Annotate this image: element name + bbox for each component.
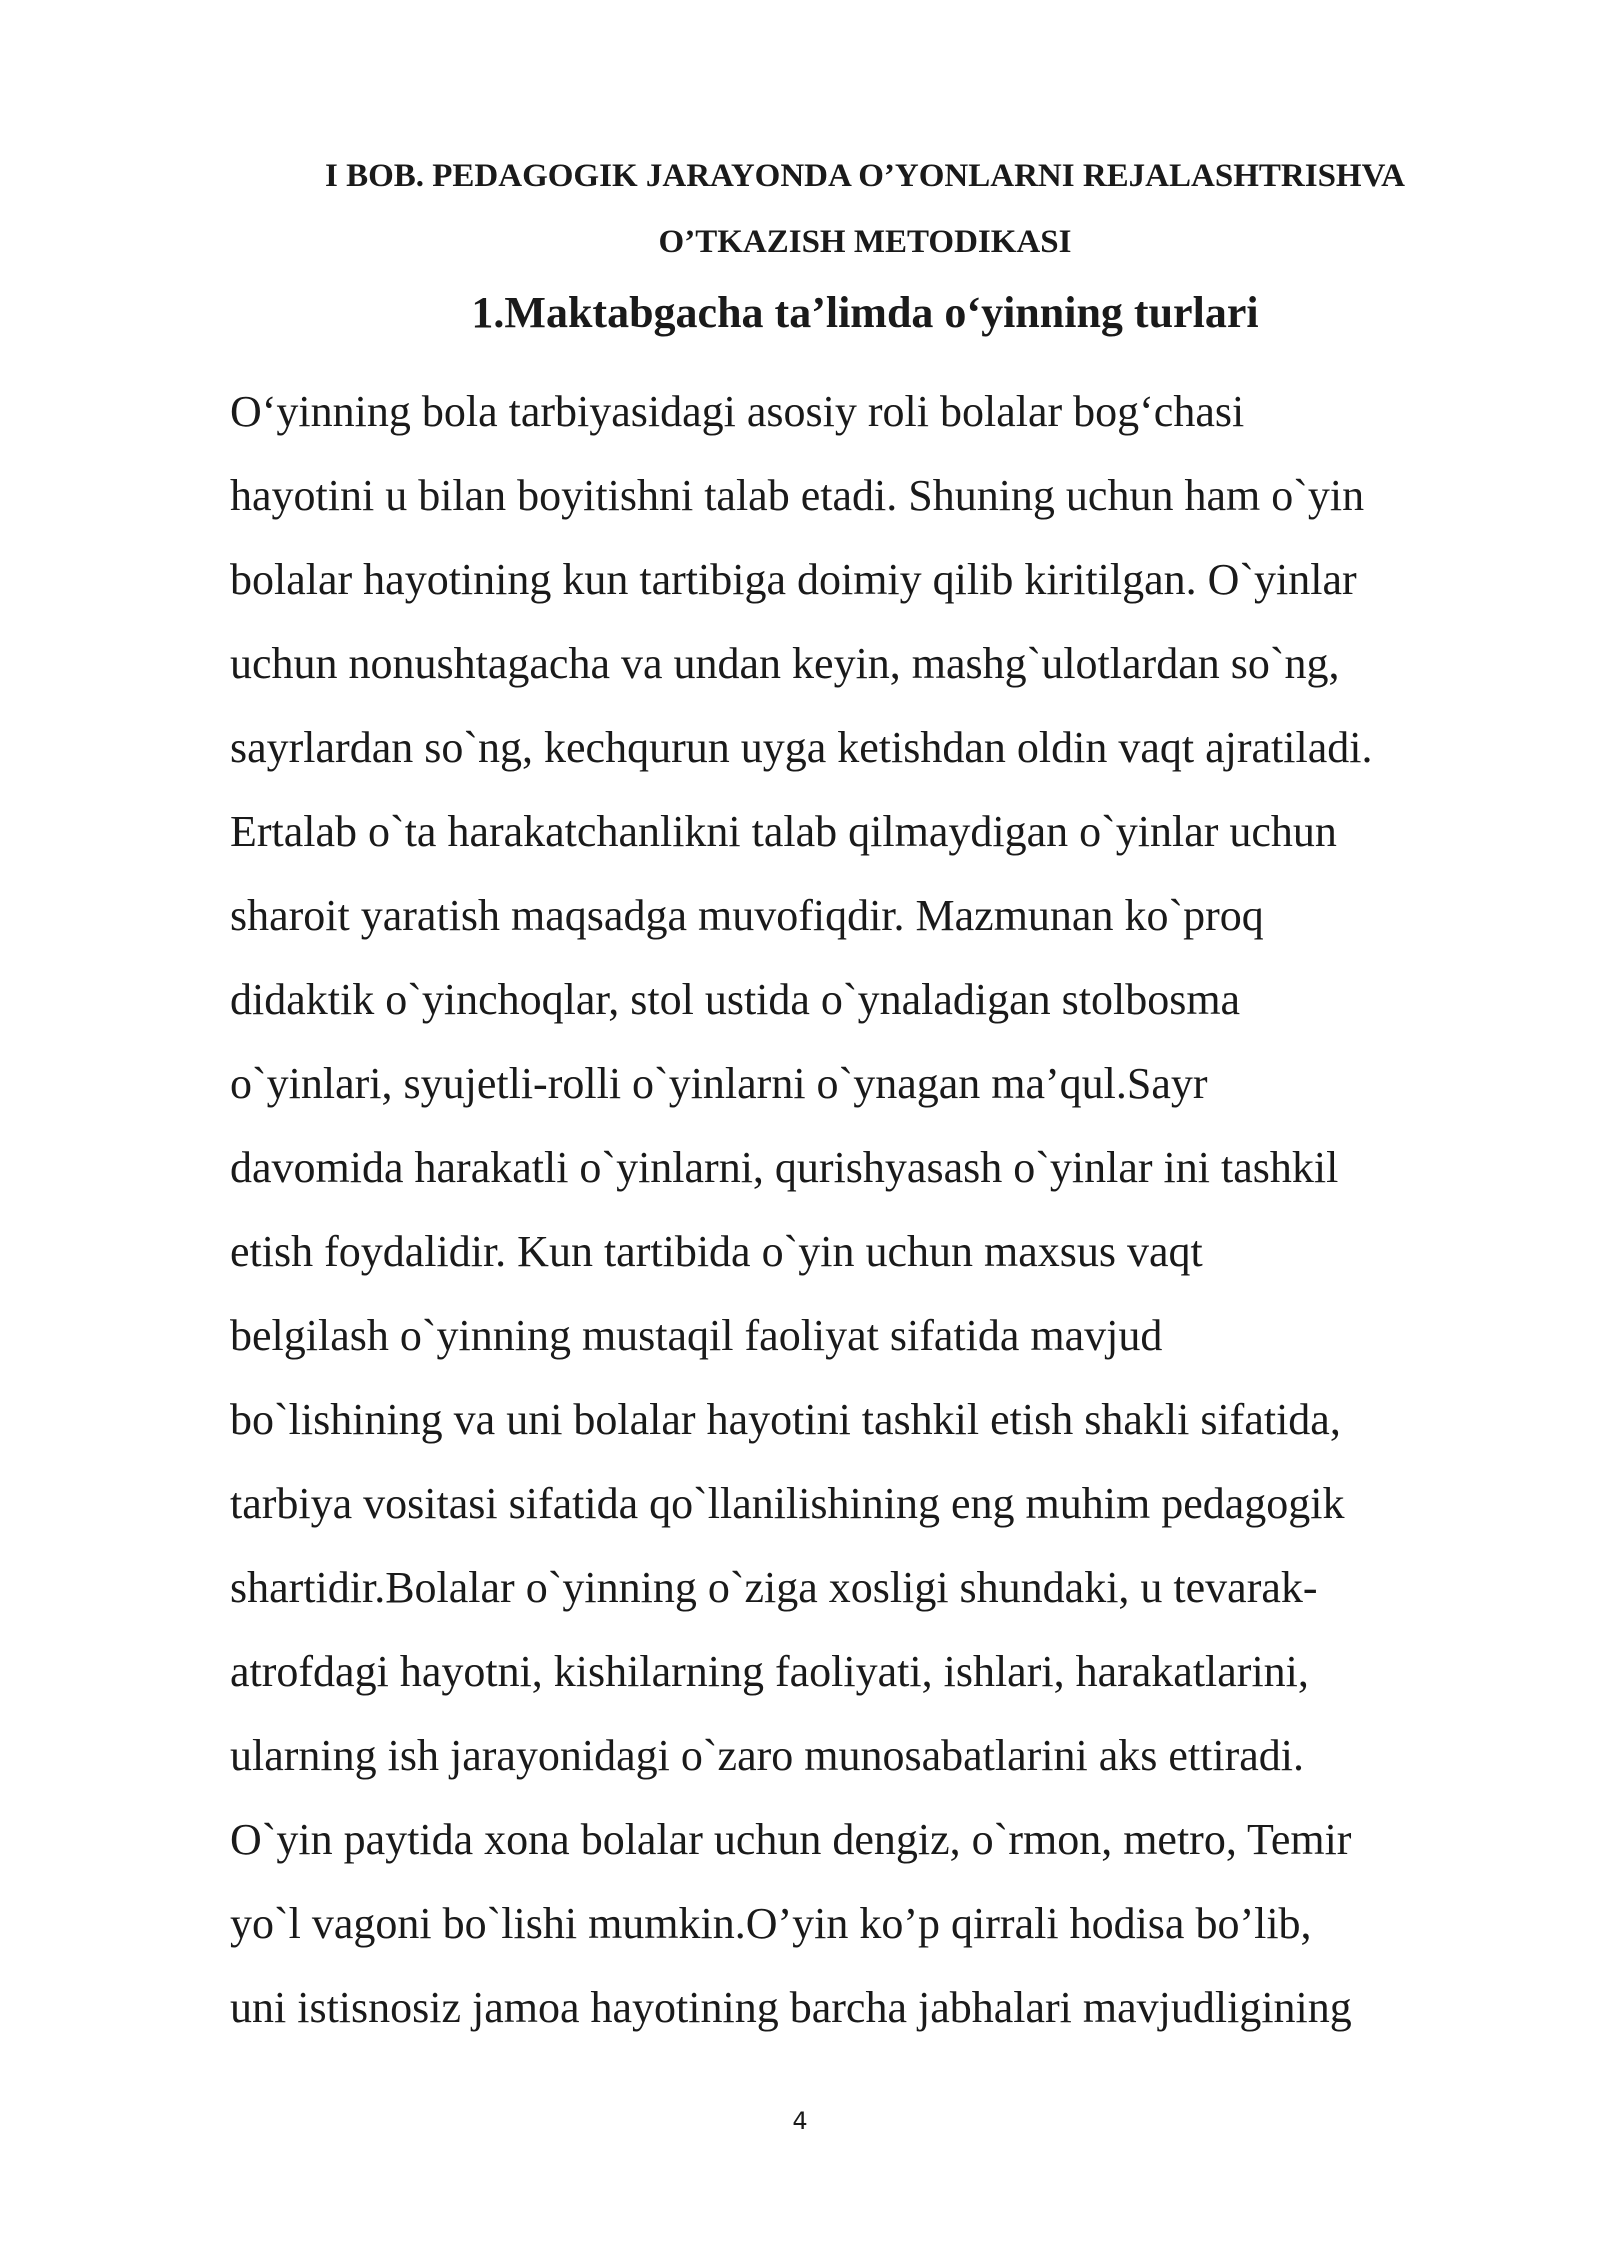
body-line: sayrlardan so`ng, kechqurun uyga ketishdan oldin vaqt ajratiladi. (230, 723, 1373, 772)
body-line: didaktik o`yinchoqlar, stol ustida o`ynaladigan stolbosma (230, 975, 1241, 1024)
body-line: tarbiya vositasi sifatida qo`llanilishining eng muhim pedagogik (230, 1479, 1345, 1528)
body-line: belgilash o`yinning mustaqil faoliyat sifatida mavjud (230, 1311, 1163, 1360)
body-line: O`yin paytida xona bolalar uchun dengiz, o`rmon, metro, Temir (230, 1815, 1352, 1864)
body-line: O‘yinning bola tarbiyasidagi asosiy roli bolalar bog‘chasi (230, 387, 1245, 436)
body-line: sharoit yaratish maqsadga muvofiqdir. Mazmunan ko`proq (230, 891, 1264, 940)
body-line: etish foydalidir. Kun tartibida o`yin uchun maxsus vaqt (230, 1227, 1203, 1276)
body-line: uchun nonushtagacha va undan keyin, mashg`ulotlardan so`ng, (230, 639, 1340, 688)
body-line: bolalar hayotining kun tartibiga doimiy qilib kiritilgan. O`yinlar (230, 555, 1357, 604)
chapter-title-line-2: O’TKAZISH METODIKASI (658, 224, 1072, 260)
body-line: o`yinlari, syujetli-rolli o`yinlarni o`ynagan ma’qul.Sayr (230, 1059, 1208, 1108)
body-line: shartidir.Bolalar o`yinning o`ziga xosligi shundaki, u tevarak- (230, 1563, 1318, 1612)
body-line: uni istisnosiz jamoa hayotining barcha jabhalari mavjudligining (230, 1983, 1352, 2032)
body-line: atrofdagi hayotni, kishilarning faoliyati, ishlari, harakatlarini, (230, 1647, 1309, 1696)
body-line: yo`l vagoni bo`lishi mumkin.O’yin ko’p qirrali hodisa bo’lib, (230, 1899, 1312, 1948)
body-line: davomida harakatli o`yinlarni, qurishyasash o`yinlar ini tashkil (230, 1143, 1339, 1192)
page-number: 4 (792, 2107, 808, 2135)
body-line: hayotini u bilan boyitishni talab etadi. Shuning uchun ham o`yin (230, 471, 1365, 520)
body-line: bo`lishining va uni bolalar hayotini tashkil etish shakli sifatida, (230, 1395, 1341, 1444)
section-title: 1.Maktabgacha ta’limda o‘yinning turlari (471, 288, 1259, 337)
body-paragraph (230, 370, 1530, 2050)
chapter-title-line-1: I BOB. PEDAGOGIK JARAYONDA O’YONLARNI REJALASHTRISHVA (324, 158, 1405, 194)
body-line: Ertalab o`ta harakatchanlikni talab qilmaydigan o`yinlar uchun (230, 807, 1337, 856)
body-line: ularning ish jarayonidagi o`zaro munosabatlarini aks ettiradi. (230, 1731, 1305, 1780)
